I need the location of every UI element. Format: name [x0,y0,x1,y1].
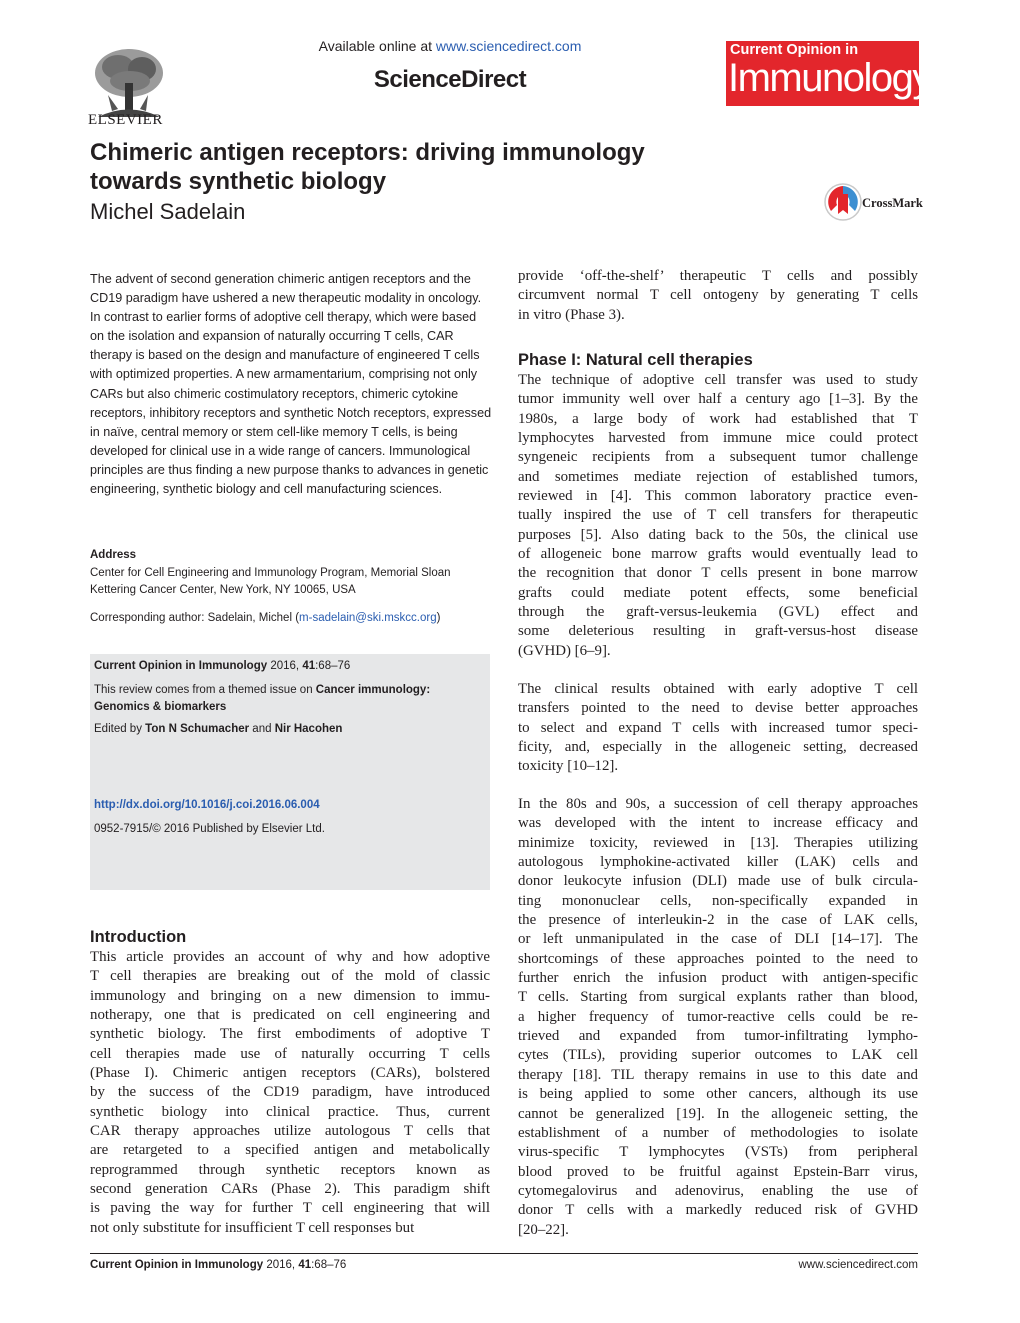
address-label: Address [90,549,137,561]
text-line: toxicity [10–12]. [518,758,619,775]
text-line: T cell therapies are breaking out of the mold of classic [90,968,490,985]
text-line: establishment of a number of methodologies to isolate [518,1124,918,1141]
article-info-box [90,654,490,890]
text-line: purposes [5]. Also dating back to the 50s, the clinical use [518,526,918,543]
phase1-heading: Phase I: Natural cell therapies [518,351,753,369]
editor-1: Ton N Schumacher [145,723,250,735]
text-line: [20–22]. [518,1221,569,1238]
text-line: was developed with the intent to increase efficacy and [518,815,918,832]
continued-paragraph [518,267,918,325]
text-line: donor leukocyte infusion (DLI) made use of bulk circula- [518,873,918,890]
text-line: transfers pointed to the need to devise better approaches [518,700,918,717]
footer-volume: 41 [298,1259,312,1271]
text-line: therapy [18]. TIL therapy remains in use to this date and [518,1066,918,1083]
text-line: some deleterious resulting in graft-versus-host disease [518,623,918,640]
text-line: grafts could mediate potent effects, some beneficial [518,584,918,601]
doi-link[interactable]: http://dx.doi.org/10.1016/j.coi.2016.06.004 [94,799,320,811]
journal-badge-top: Current Opinion in [730,42,859,58]
address-text: Center for Cell Engineering and Immunology Program, Memorial Sloan Kettering Cancer Center, New York, NY 10065, USA [90,567,451,596]
text-line: further enrich the infusion product with antigen-specific [518,970,918,987]
text-line: ficity, and, especially in the allogeneic setting, decreased [518,739,918,756]
info-theme-prefix: This review comes from a themed issue on [94,684,316,696]
corresponding-author [90,612,490,624]
info-edited-prefix: Edited by [94,723,146,735]
text-line: reprogrammed through synthetic receptors known as [90,1161,490,1178]
text-line: The clinical results obtained with early adoptive T cell [518,681,918,697]
info-year: 2016, [267,660,303,672]
text-line: of allogeneic bone marrow grafts would eventually lead to [518,546,918,563]
text-line: is being applied to some other cancers, although its use [518,1086,918,1103]
text-line: cytomegalovirus and adenovirus, enabling the use of [518,1182,918,1199]
text-line: synthetic biology. The first embodiments of adoptive T [90,1026,490,1043]
title-line-1: Chimeric antigen receptors: driving immunology [90,139,645,166]
info-journal: Current Opinion in Immunology [94,660,268,672]
elsevier-wordmark: ELSEVIER [88,112,163,128]
text-line: 1980s, a large body of work had established that T [518,410,918,427]
author-email-link[interactable]: m-sadelain@ski.mskcc.org [299,612,437,624]
text-line: circumvent normal T cell ontogeny by generating T cells [518,287,918,304]
footer-divider [90,1253,918,1254]
phase1-paragraph-1 [518,371,918,661]
info-copyright: 0952-7915/© 2016 Published by Elsevier Ltd. [94,823,325,835]
text-line: syngeneic recipients from a subsequent tumor challenge [518,449,918,466]
text-line: are retargeted to a specified antigen and metabolically [90,1142,490,1159]
text-line: tumor immunity well over half a century ago [1–3]. By the [518,391,918,408]
text-line: a higher frequency of tumor-reactive cells could be re- [518,1008,918,1025]
footer-journal: Current Opinion in Immunology [90,1259,264,1271]
text-line: trieved and expanded from tumor-infiltrating lympho- [518,1028,918,1045]
article-title [90,138,790,196]
title-line-2: towards synthetic biology [90,168,387,195]
abstract: The advent of second generation chimeric antigen receptors and the CD19 paradigm have ushered a new therapeutic modality in oncology. In contrast to earlier forms of adoptive cell therapy, which were based on the isolation and expansion of naturally occurring T cells, CAR therapy is based on the design and manufacture of engineered T cells with optimized properties. A new armamentarium, comprising not only CARs but also chimeric costimulatory receptors, chimeric cytokine receptors, inhibitory receptors and synthetic Notch receptors, expressed in naïve, central memory or stem cell-like memory T cells, is being developed for clinical use in a wide range of cancers. Immunological principles are thus finding a new purpose thanks to advances in genetic engineering, synthetic biology and cell manufacturing sciences. [90,272,492,497]
text-line: to select and expand T cells with increased tumor speci- [518,719,918,736]
text-line: virus-specific T lymphocytes (VSTs) from peripheral [518,1144,918,1161]
text-line: the recognition that donor T cells present in bone marrow [518,565,918,582]
text-line: second generation CARs (Phase 2). This paradigm shift [90,1181,490,1198]
corr-prefix: Corresponding author: Sadelain, Michel ( [90,612,300,624]
info-doi [94,797,486,814]
info-theme-title[interactable]: Cancer immunology: Genomics & biomarkers [94,684,431,713]
text-line: This article provides an account of why and how adoptive [90,949,490,965]
text-line: cytes (TILs), providing superior outcomes to LAK cell [518,1047,918,1064]
text-line: reviewed in [4]. This common laboratory practice even- [518,488,918,505]
text-line: through the graft-versus-leukemia (GVL) effect and [518,604,918,621]
available-online-line [290,38,610,54]
info-editors [94,721,486,738]
text-line: blood proved to be fruitful against Epstein-Barr virus, [518,1163,918,1180]
sciencedirect-wordmark[interactable]: ScienceDirect [373,66,527,93]
info-and: and [249,723,275,735]
phase1-paragraph-3 [518,795,918,1240]
text-line: provide ‘off-the-shelf’ therapeutic T cells and possibly [518,268,918,284]
footer-pages: :68–76 [311,1259,347,1271]
footer-url[interactable]: www.sciencedirect.com [798,1259,918,1271]
text-line: The technique of adoptive cell transfer was used to study [518,372,918,388]
text-line: (Phase I). Chimeric antigen receptors (CARs), bolstered [90,1065,490,1082]
info-pages: :68–76 [315,660,351,672]
crossmark-label[interactable]: CrossMark [862,196,923,210]
info-theme [94,682,486,715]
text-line: donor T cells with a markedly reduced risk of GVHD [518,1202,918,1219]
text-line: autologous lymphokine-activated killer (LAK) cells and [518,854,918,871]
introduction-body [90,948,490,1238]
footer-year: 2016, [263,1259,299,1271]
text-line: cannot be generalized [19]. In the allogeneic setting, the [518,1105,918,1122]
text-line: CAR therapy approaches utilize autologous T cells that [90,1123,490,1140]
crossmark-icon[interactable] [824,183,862,221]
editor-2: Nir Hacohen [274,723,343,735]
info-citation [94,658,486,675]
text-line: synthetic biology into clinical practice. Thus, current [90,1103,490,1120]
sciencedirect-link[interactable]: www.sciencedirect.com [435,38,582,54]
phase1-paragraph-2 [518,680,918,777]
info-volume: 41 [302,660,316,672]
journal-badge[interactable] [726,41,931,106]
text-line: tually inspired the use of T cell transfers for therapeutic [518,507,918,524]
text-line: is paving the way for further T cell engineering that will [90,1200,490,1217]
footer-citation [90,1259,346,1271]
text-line: immunology and bringing on a new dimension to immu- [90,987,490,1004]
text-line: ting mononuclear cells, non-specifically expanded in [518,892,918,909]
text-line: (GVHD) [6–9]. [518,642,611,659]
journal-badge-title: Immunology [728,56,931,100]
text-line: and sometimes mediate rejection of established tumors, [518,468,918,485]
corr-suffix: ) [436,612,441,624]
text-line: In the 80s and 90s, a succession of cell therapy approaches [518,796,918,812]
text-line: cell therapies made use of naturally occurring T cells [90,1045,490,1062]
text-line: minimize toxicity, reviewed in [13]. Therapies utilizing [518,834,918,851]
text-line: by the success of the CD19 paradigm, have introduced [90,1084,490,1101]
text-line: or left unmanipulated in the case of DLI [14–17]. The [518,931,918,948]
introduction-heading: Introduction [90,928,187,946]
text-line: not only substitute for insufficient T cell responses but [90,1219,415,1236]
text-line: in vitro (Phase 3). [518,306,625,323]
text-line: lymphocytes harvested from immune mice could protect [518,430,918,447]
text-line: the presence of interleukin-2 in the case of LAK cells, [518,912,918,929]
author-name: Michel Sadelain [90,199,246,224]
text-line: T cells. Starting from surgical explants rather than blood, [518,989,918,1006]
text-line: shortcomings of these approaches pointed to the need to [518,950,918,967]
available-prefix: Available online at [318,38,436,54]
text-line: notherapy, one that is predicated on cell engineering and [90,1007,490,1024]
